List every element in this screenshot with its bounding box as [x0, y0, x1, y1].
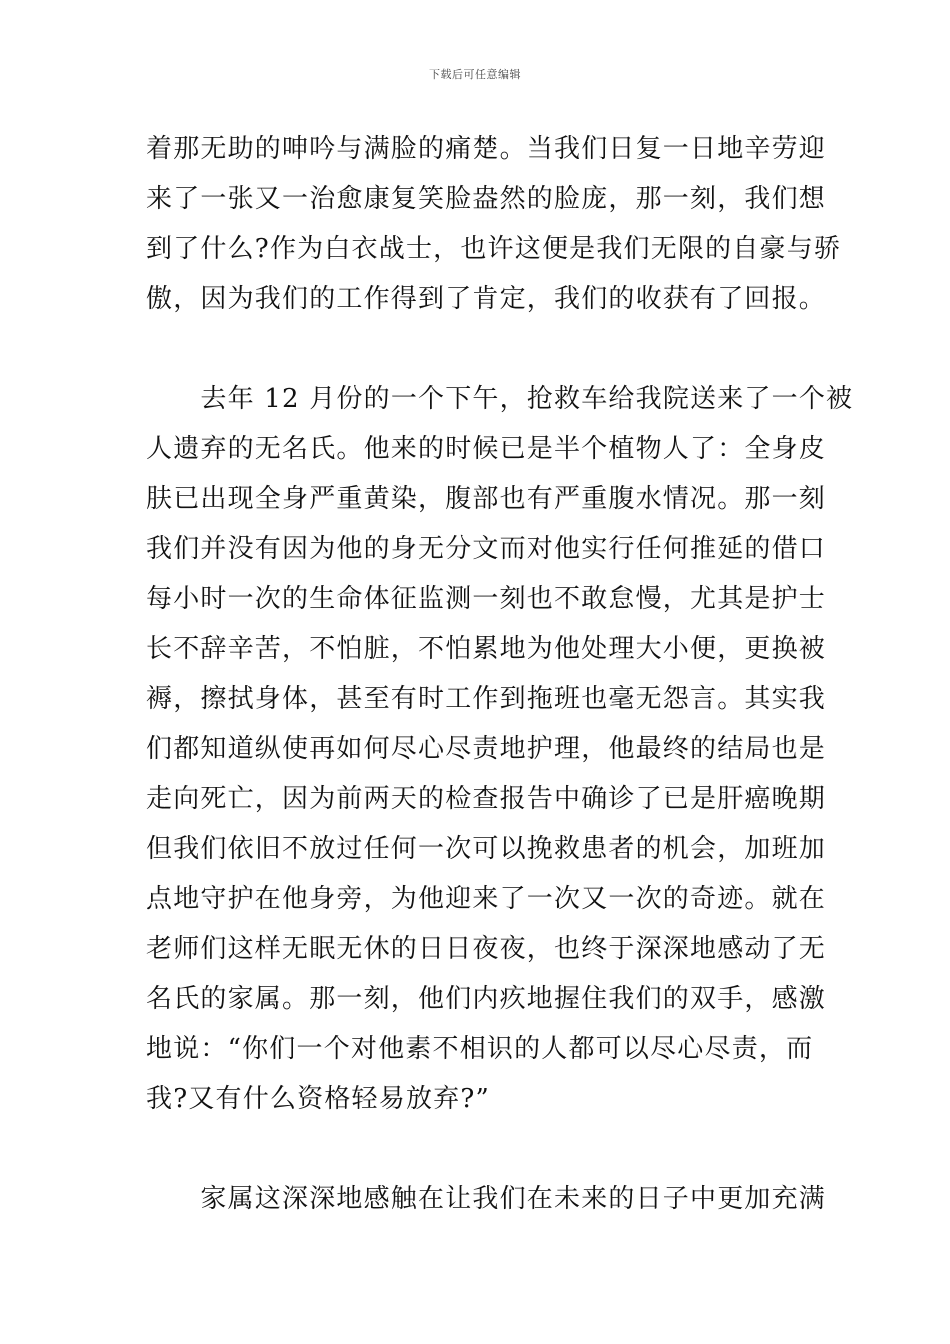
paragraph	[146, 374, 854, 1124]
text-line: 长不辞辛苦，不怕脏，不怕累地为他处理大小便，更换被	[146, 634, 827, 664]
text-line: 老师们这样无眠无休的日日夜夜，也终于深深地感动了无	[146, 934, 827, 964]
text-line: 去年 12 月份的一个下午，抢救车给我院送来了一个被	[146, 384, 854, 414]
text-line: 家属这深深地感触在让我们在未来的日子中更加充满	[146, 1184, 827, 1214]
text-line: 我?又有什么资格轻易放弃?”	[146, 1084, 490, 1114]
paragraph-spacer	[146, 1124, 810, 1174]
text-line: 傲，因为我们的工作得到了肯定，我们的收获有了回报。	[146, 284, 827, 314]
text-line: 但我们依旧不放过任何一次可以挽救患者的机会，加班加	[146, 834, 827, 864]
text-line: 每小时一次的生命体征监测一刻也不敢怠慢，尤其是护士	[146, 584, 827, 614]
paragraph-spacer	[146, 324, 810, 374]
text-line: 们都知道纵使再如何尽心尽责地护理，他最终的结局也是	[146, 734, 827, 764]
text-line: 褥，擦拭身体，甚至有时工作到拖班也毫无怨言。其实我	[146, 684, 827, 714]
text-line: 名氏的家属。那一刻，他们内疚地握住我们的双手，感激	[146, 984, 827, 1014]
text-line: 着那无助的呻吟与满脸的痛楚。当我们日复一日地辛劳迎	[146, 134, 827, 164]
body-text	[146, 124, 854, 1224]
text-line: 我们并没有因为他的身无分文而对他实行任何推延的借口	[146, 534, 827, 564]
text-line: 来了一张又一治愈康复笑脸盎然的脸庞，那一刻，我们想	[146, 184, 827, 214]
text-line: 点地守护在他身旁，为他迎来了一次又一次的奇迹。就在	[146, 884, 827, 914]
text-line: 走向死亡，因为前两天的检查报告中确诊了已是肝癌晚期	[146, 784, 827, 814]
page-header: 下载后可任意编辑	[429, 68, 521, 81]
text-line: 地说：“你们一个对他素不相识的人都可以尽心尽责，而	[146, 1034, 814, 1064]
text-line: 人遗弃的无名氏。他来的时候已是半个植物人了：全身皮	[146, 434, 827, 464]
text-line: 肤已出现全身严重黄染，腹部也有严重腹水情况。那一刻	[146, 484, 827, 514]
paragraph	[146, 124, 842, 324]
paragraph	[146, 1174, 827, 1224]
text-line: 到了什么?作为白衣战士，也许这便是我们无限的自豪与骄	[146, 234, 842, 264]
